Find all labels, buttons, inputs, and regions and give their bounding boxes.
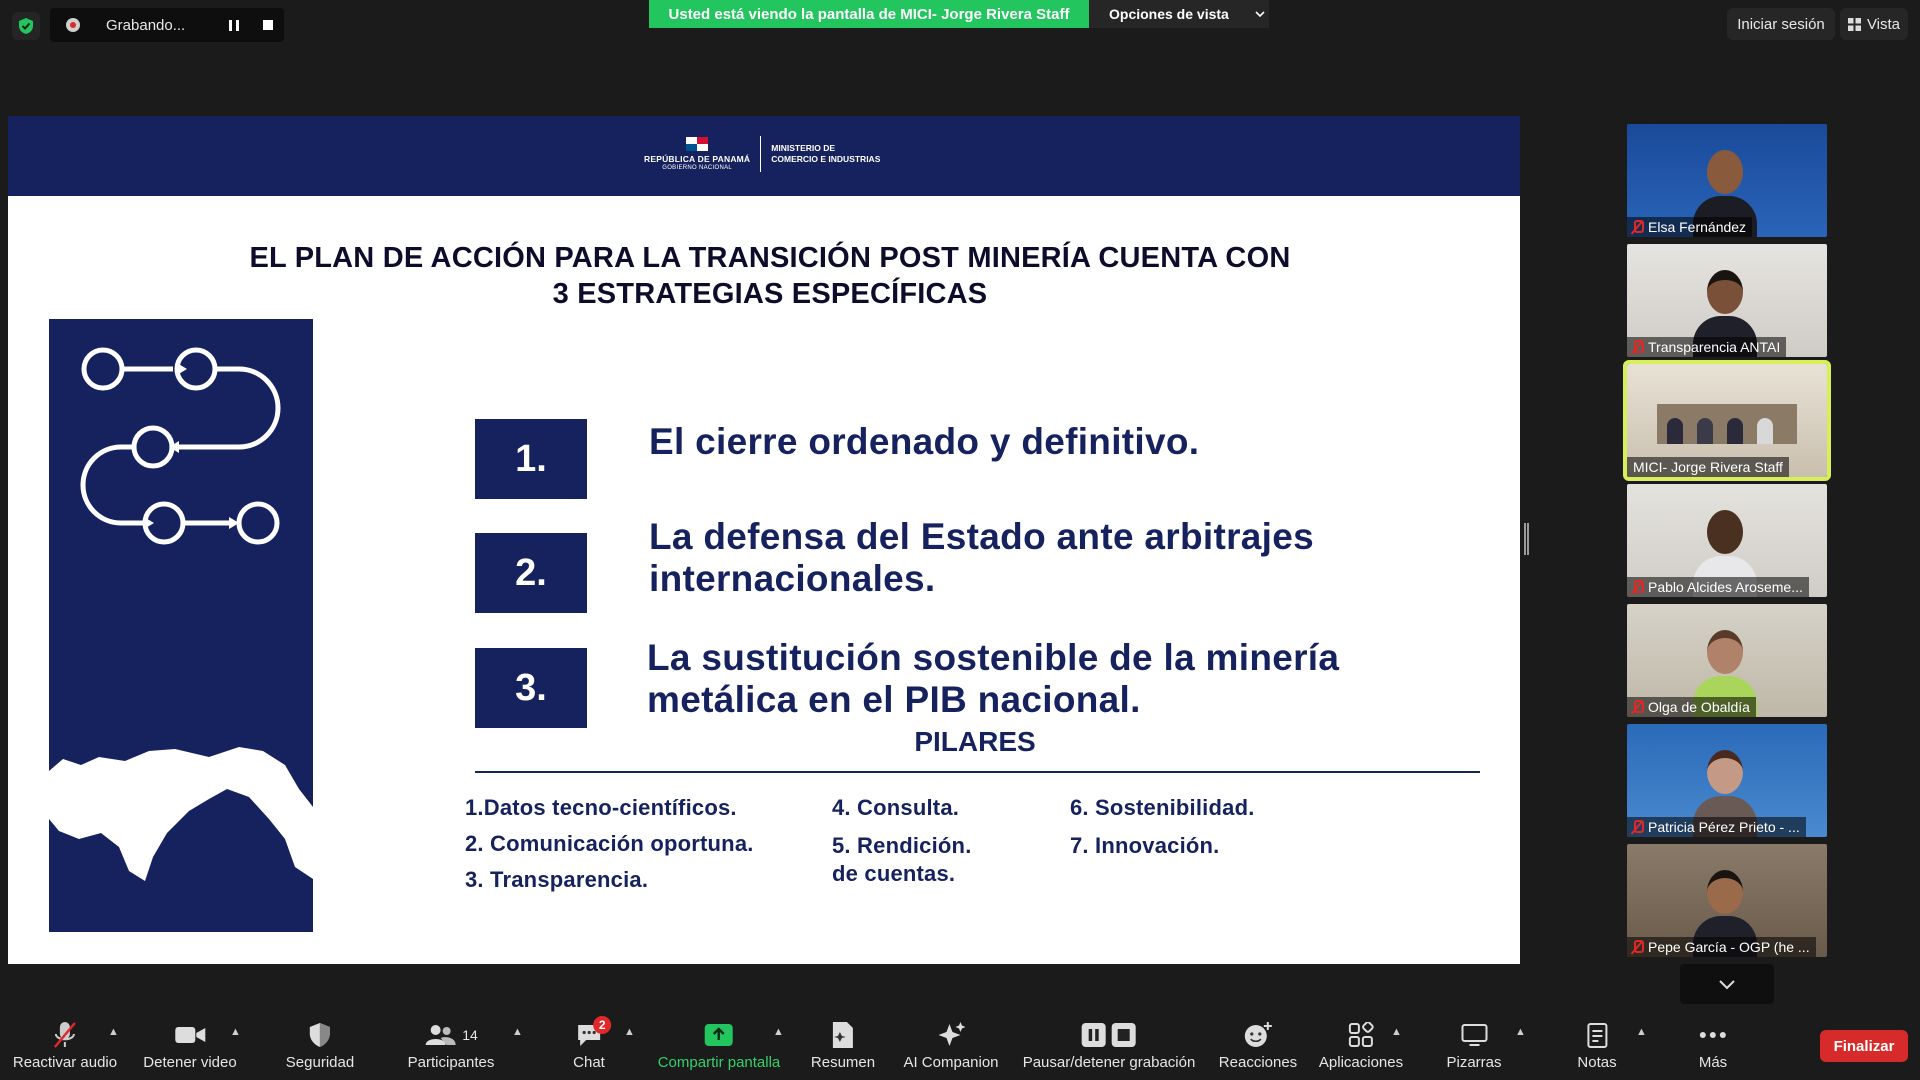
unmute-audio-button[interactable] xyxy=(13,1018,117,1071)
sparkle-icon xyxy=(936,1020,966,1050)
shield-icon xyxy=(309,1022,331,1048)
participant-name: Transparencia ANTAI xyxy=(1648,339,1781,355)
gov-line1: REPÚBLICA DE PANAMÁ xyxy=(644,154,751,164)
ministry-line2: COMERCIO E INDUSTRIAS xyxy=(771,154,881,164)
shared-screen-slide xyxy=(8,116,1520,964)
slide-header-bar xyxy=(8,116,1520,196)
pillar-1: 1.Datos tecno-científicos. xyxy=(465,795,737,820)
participant-tile-patricia[interactable] xyxy=(1627,724,1827,837)
participant-name: MICI- Jorge Rivera Staff xyxy=(1633,459,1783,475)
video-options-caret[interactable]: ▲ xyxy=(230,1026,241,1038)
pillar-5-cont: de cuentas. xyxy=(832,861,956,886)
strategy-text-3 xyxy=(647,637,1339,721)
participant-tile-pablo[interactable] xyxy=(1627,484,1827,597)
mic-muted-icon xyxy=(1630,220,1644,234)
pause-stop-icon xyxy=(1081,1022,1137,1048)
recording-indicator xyxy=(50,8,284,42)
logo-divider xyxy=(760,136,761,172)
strategy-text-2 xyxy=(649,516,1314,600)
pillar-2: 2. Comunicación oportuna. xyxy=(465,831,754,856)
video-camera-icon xyxy=(174,1024,206,1046)
stop-video-label: Detener video xyxy=(143,1054,237,1071)
smiley-add-icon xyxy=(1243,1021,1273,1049)
chat-options-caret[interactable]: ▲ xyxy=(624,1026,635,1038)
roadmap-flow-icon xyxy=(49,319,313,932)
strategy-3-line2: metálica en el PIB nacional. xyxy=(647,679,1141,720)
recording-label: Grabando... xyxy=(106,17,186,34)
strategy-number-3: 3. xyxy=(475,648,587,728)
microphone-muted-icon xyxy=(51,1020,79,1050)
participant-name: Pepe García - OGP (he ... xyxy=(1648,939,1810,955)
participant-tile-olga[interactable] xyxy=(1627,604,1827,717)
participants-button[interactable] xyxy=(408,1018,495,1071)
chat-label: Chat xyxy=(573,1054,605,1071)
whiteboards-button[interactable] xyxy=(1446,1018,1501,1071)
notes-label: Notas xyxy=(1577,1054,1617,1071)
reactions-button[interactable] xyxy=(1219,1018,1297,1071)
mic-muted-icon xyxy=(1630,940,1644,954)
participant-tile-pepe[interactable] xyxy=(1627,844,1827,957)
more-label: Más xyxy=(1698,1054,1728,1071)
strategy-2-line2: internacionales. xyxy=(649,558,936,599)
participant-tile-antai[interactable] xyxy=(1627,244,1827,357)
strategy-number-1: 1. xyxy=(475,419,587,499)
participants-options-caret[interactable]: ▲ xyxy=(512,1026,523,1038)
pillar-7: 7. Innovación. xyxy=(1070,833,1220,858)
grid-view-icon xyxy=(1848,18,1861,31)
roadmap-graphic-panel xyxy=(49,319,313,932)
pillars-title: PILARES xyxy=(914,726,1036,757)
apps-options-caret[interactable]: ▲ xyxy=(1391,1026,1402,1038)
pause-stop-recording-button[interactable] xyxy=(1023,1018,1196,1071)
screen-share-banner: Usted está viendo la pantalla de MICI- Jorge Rivera Staff xyxy=(649,0,1089,28)
whiteboards-label: Pizarras xyxy=(1446,1054,1502,1071)
government-logo xyxy=(644,136,880,172)
ministry-line1: MINISTERIO DE xyxy=(771,143,836,153)
chat-unread-badge: 2 xyxy=(593,1016,611,1034)
security-label: Seguridad xyxy=(285,1054,355,1071)
chevron-down-icon xyxy=(1718,979,1736,990)
pillar-3: 3. Transparencia. xyxy=(465,867,649,892)
apps-icon xyxy=(1348,1022,1374,1048)
participants-label: Participantes xyxy=(407,1054,495,1071)
pillar-6: 6. Sostenibilidad. xyxy=(1070,795,1255,820)
reactions-label: Reacciones xyxy=(1218,1054,1298,1071)
share-options-caret[interactable]: ▲ xyxy=(773,1026,784,1038)
pillars-divider xyxy=(475,771,1480,773)
pause-stop-recording-label: Pausar/detener grabación xyxy=(1022,1054,1196,1071)
summary-button[interactable] xyxy=(811,1018,875,1071)
panama-map-icon xyxy=(49,747,313,881)
view-options-button[interactable] xyxy=(1089,0,1269,28)
pillar-5: 5. Rendición. xyxy=(832,833,972,858)
more-button[interactable] xyxy=(1699,1018,1727,1071)
scroll-participants-down-button[interactable] xyxy=(1680,964,1774,1004)
security-button[interactable] xyxy=(286,1018,354,1071)
share-screen-label: Compartir pantalla xyxy=(657,1054,781,1071)
summary-label: Resumen xyxy=(810,1054,876,1071)
stop-video-button[interactable] xyxy=(143,1018,236,1071)
participant-tile-elsa[interactable] xyxy=(1627,124,1827,237)
unmute-audio-label: Reactivar audio xyxy=(12,1054,118,1071)
pause-icon xyxy=(229,20,239,31)
stop-icon xyxy=(263,20,273,30)
strategy-1-line1: El cierre ordenado y definitivo. xyxy=(649,421,1200,462)
notes-button[interactable] xyxy=(1577,1018,1616,1071)
slide-title xyxy=(8,240,1520,312)
participants-icon xyxy=(424,1024,456,1046)
slide-title-line2: 3 ESTRATEGIAS ESPECÍFICAS xyxy=(552,278,988,310)
resize-handle[interactable] xyxy=(1524,523,1529,555)
end-meeting-button[interactable]: Finalizar xyxy=(1820,1030,1908,1062)
summary-document-icon xyxy=(831,1021,855,1049)
share-screen-button[interactable] xyxy=(658,1018,781,1071)
strategy-2-line1: La defensa del Estado ante arbitrajes xyxy=(649,516,1314,557)
ai-companion-button[interactable] xyxy=(903,1018,998,1071)
pillar-4: 4. Consulta. xyxy=(832,795,960,820)
gov-line2: GOBIERNO NACIONAL xyxy=(662,165,733,171)
strategy-3-line1: La sustitución sostenible de la minería xyxy=(647,637,1340,678)
notes-options-caret[interactable]: ▲ xyxy=(1636,1026,1647,1038)
mic-muted-icon xyxy=(1630,700,1644,714)
slide-title-line1: EL PLAN DE ACCIÓN PARA LA TRANSICIÓN POST MINERÍA CUENTA CON xyxy=(249,242,1291,274)
sign-in-button[interactable]: Iniciar sesión xyxy=(1727,8,1835,40)
view-options-label: Opciones de vista xyxy=(1109,6,1229,22)
more-dots-icon xyxy=(1699,1031,1727,1039)
mic-muted-icon xyxy=(1630,580,1644,594)
apps-label: Aplicaciones xyxy=(1318,1054,1404,1071)
audio-options-caret[interactable]: ▲ xyxy=(108,1026,119,1038)
share-screen-icon xyxy=(704,1023,734,1047)
participant-name: Patricia Pérez Prieto - ... xyxy=(1648,819,1800,835)
chevron-down-icon xyxy=(1255,11,1265,18)
panama-flag-icon xyxy=(686,137,708,151)
participant-name: Elsa Fernández xyxy=(1648,219,1747,235)
whiteboards-options-caret[interactable]: ▲ xyxy=(1515,1026,1526,1038)
mic-muted-icon xyxy=(1630,820,1644,834)
view-button[interactable] xyxy=(1840,8,1908,40)
ai-companion-label: AI Companion xyxy=(903,1054,999,1071)
chat-button[interactable] xyxy=(573,1018,605,1071)
participant-name: Pablo Alcides Aroseme... xyxy=(1648,579,1803,595)
stop-recording-button[interactable] xyxy=(256,14,280,36)
pause-recording-button[interactable] xyxy=(222,14,246,36)
notes-icon xyxy=(1586,1021,1608,1049)
recording-dot-icon xyxy=(66,18,80,32)
participant-tile-mici-jorge[interactable] xyxy=(1627,364,1827,477)
participants-count: 14 xyxy=(462,1027,478,1043)
view-label: Vista xyxy=(1866,15,1901,33)
strategy-text-1 xyxy=(649,421,1199,463)
whiteboard-icon xyxy=(1460,1023,1488,1047)
participant-name: Olga de Obaldía xyxy=(1648,699,1750,715)
security-shield-icon[interactable] xyxy=(12,12,40,40)
strategy-number-2: 2. xyxy=(475,533,587,613)
mic-muted-icon xyxy=(1630,340,1644,354)
